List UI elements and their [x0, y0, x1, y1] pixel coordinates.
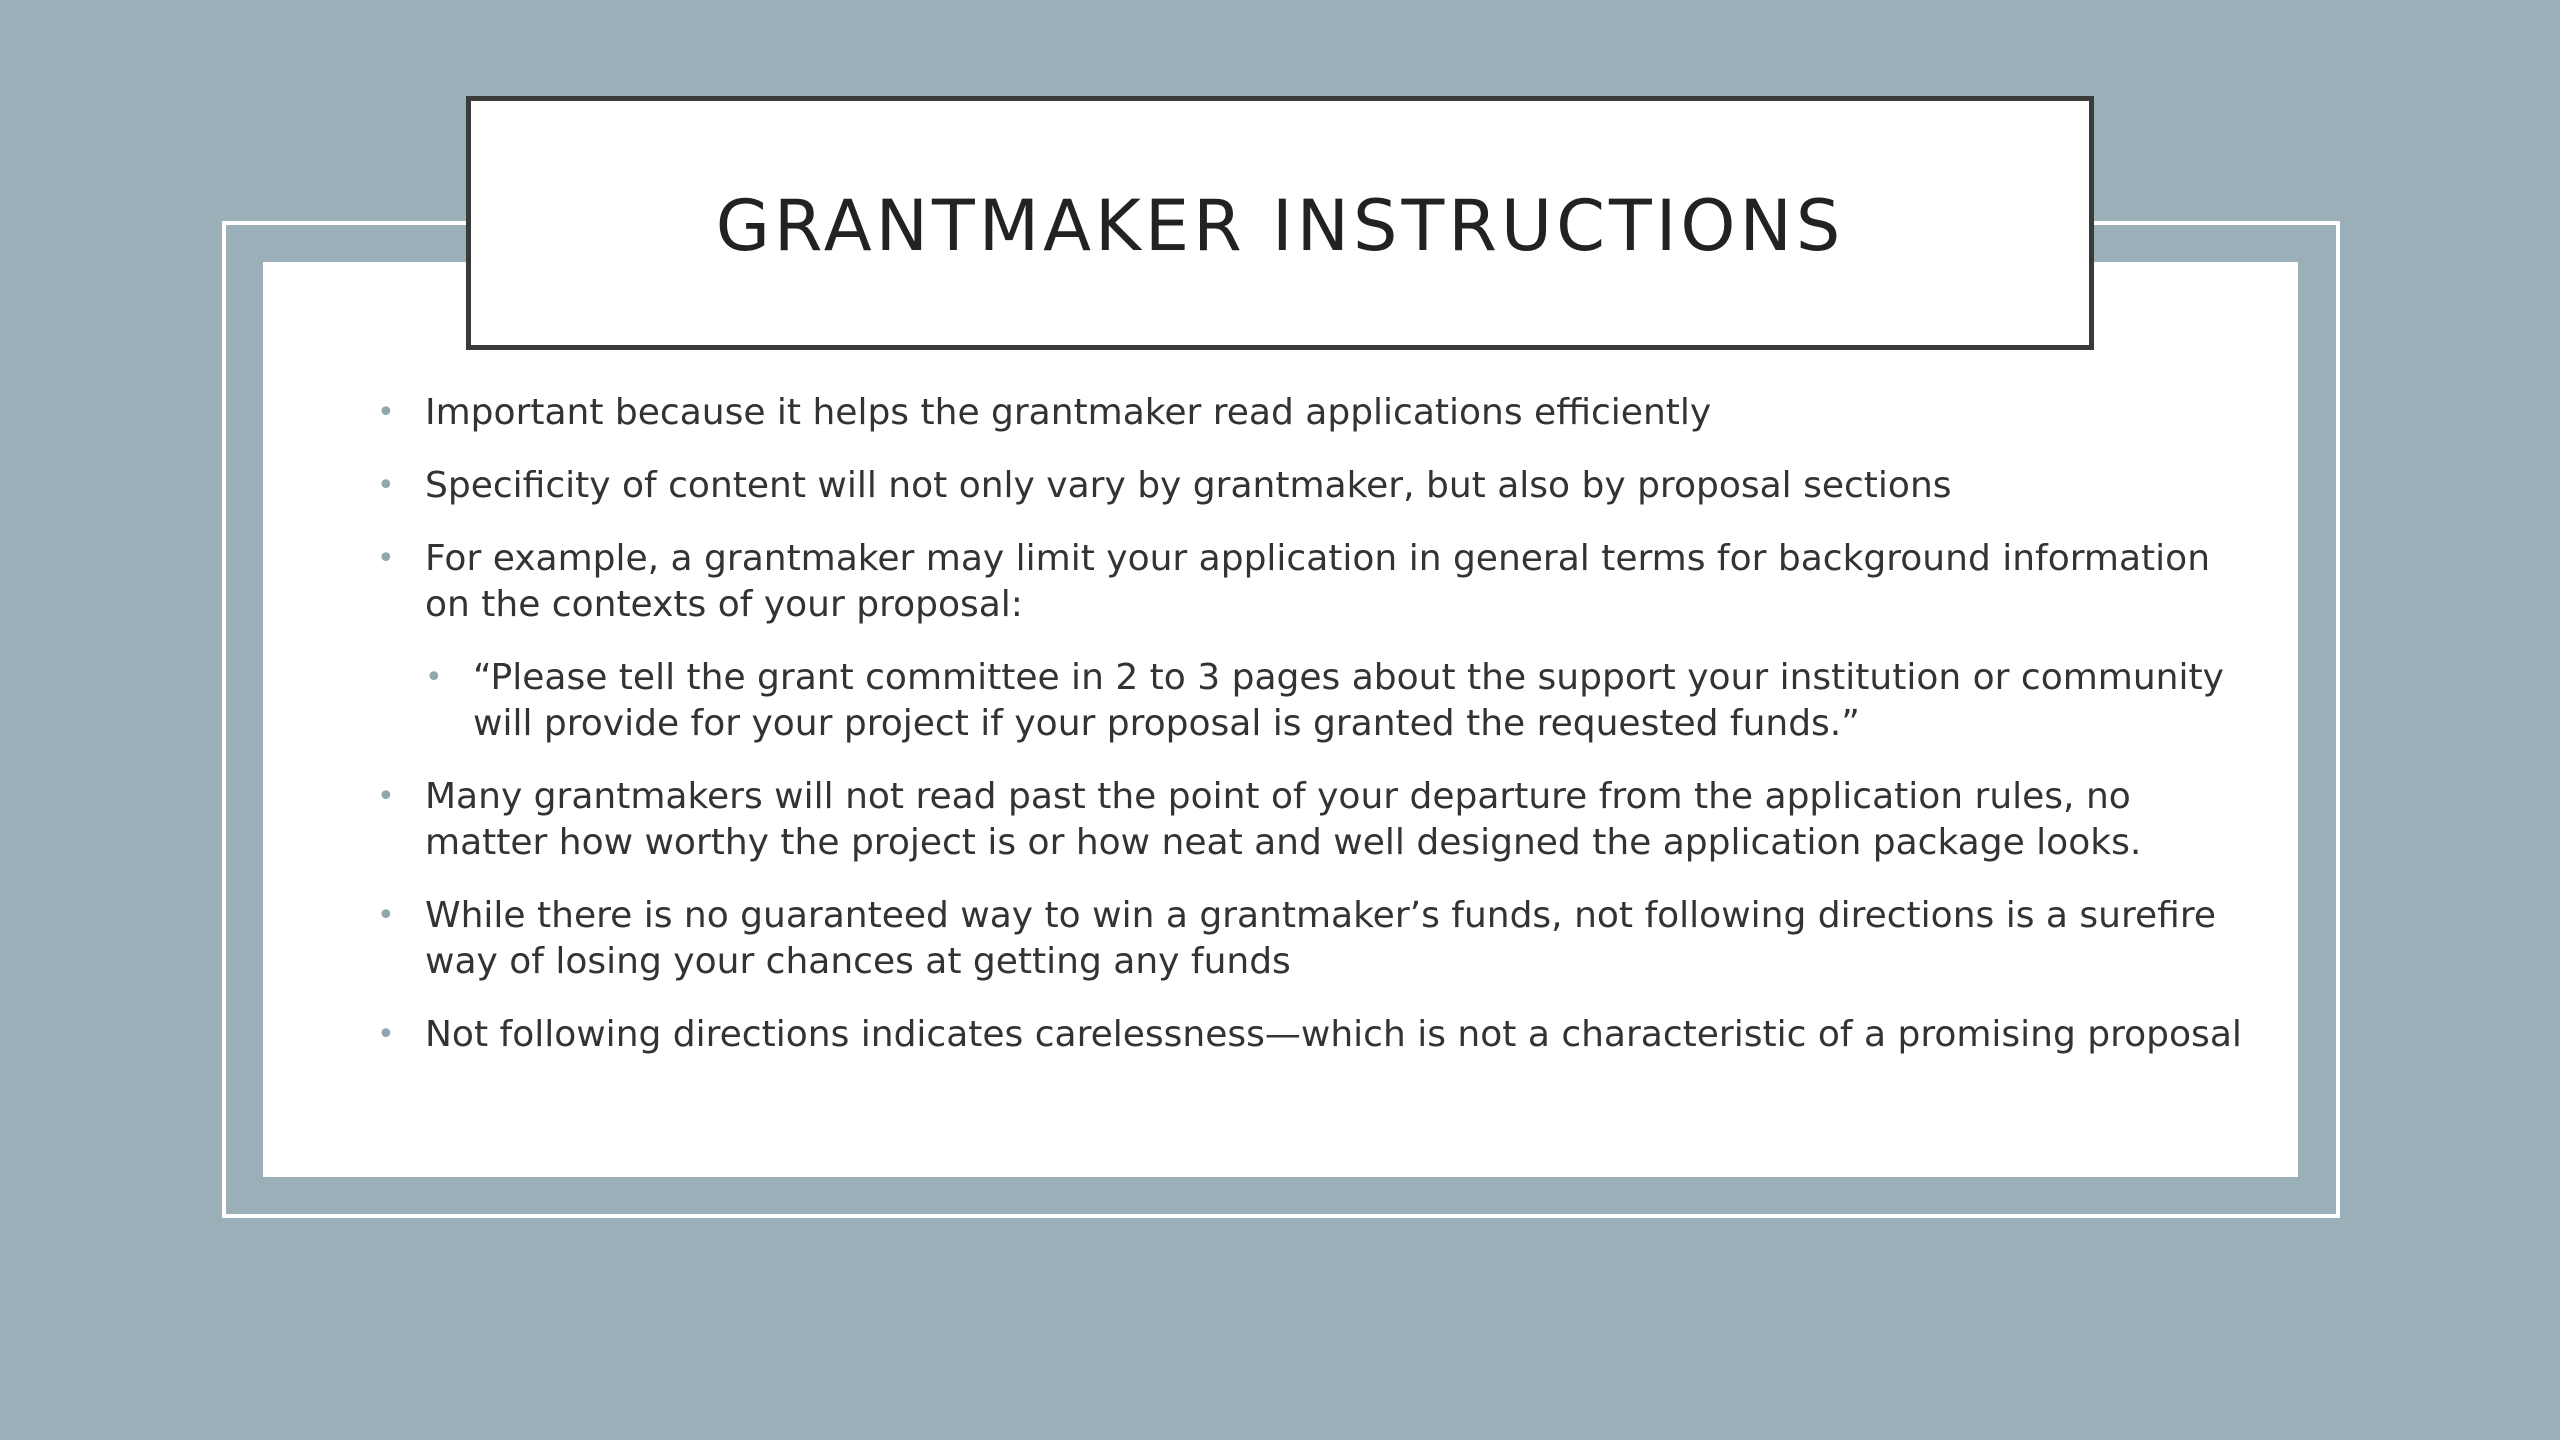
bullet-dot-icon: • [377, 468, 395, 503]
bullet-text: While there is no guaranteed way to win a grantmaker’s funds, not following directions is a surefire way of losing your chances at getting any funds [425, 895, 2216, 982]
sub-bullet-item [421, 655, 2243, 747]
bullet-item [373, 463, 2243, 509]
bullet-dot-icon: • [377, 898, 395, 933]
bullet-text: For example, a grantmaker may limit your application in general terms for background information on the contexts of your proposal: [425, 538, 2211, 625]
bullet-text: Important because it helps the grantmaker read applications efficiently [425, 392, 1712, 433]
bullet-item [373, 1012, 2243, 1058]
bullet-item [373, 774, 2243, 866]
bullet-dot-icon: • [377, 1017, 395, 1052]
bullet-text: “Please tell the grant committee in 2 to 3 pages about the support your institution or community will provide for your project if your proposal is granted the requested funds.” [473, 657, 2224, 744]
bullet-dot-icon: • [377, 395, 395, 430]
bullet-item [373, 390, 2243, 436]
bullet-text: Many grantmakers will not read past the point of your departure from the application rules, no matter how worthy the project is or how neat and well designed the application package looks. [425, 776, 2142, 863]
bullet-item [373, 536, 2243, 628]
bullet-item [373, 893, 2243, 985]
bullet-text: Specificity of content will not only vary by grantmaker, but also by proposal sections [425, 465, 1952, 506]
bullet-dot-icon: • [377, 541, 395, 576]
bullet-list [373, 390, 2243, 1085]
bullet-dot-icon: • [425, 660, 443, 695]
bullet-text: Not following directions indicates carelessness—which is not a characteristic of a promising proposal [425, 1014, 2242, 1055]
slide-title: GRANTMAKER INSTRUCTIONS [715, 185, 1845, 267]
bullet-dot-icon: • [377, 779, 395, 814]
title-box [466, 96, 2094, 350]
